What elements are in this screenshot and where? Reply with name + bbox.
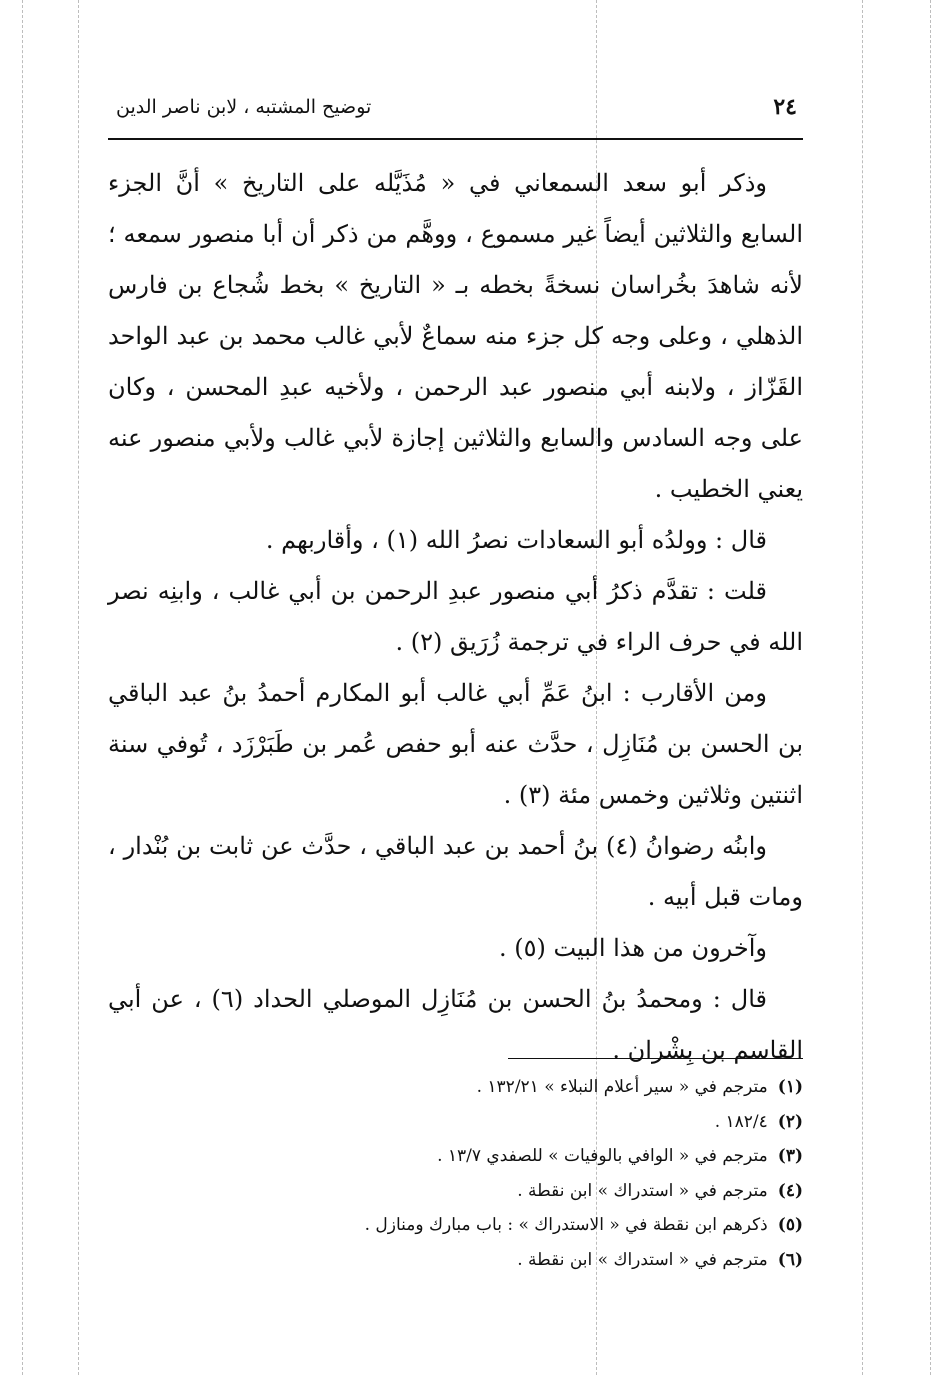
footnote-number: (٤) xyxy=(777,1180,803,1201)
footnote-text: ١٨٢/٤ . xyxy=(714,1111,768,1132)
main-text xyxy=(108,158,803,1076)
footnote-text: مترجم في « استدراك » ابن نقطة . xyxy=(517,1180,768,1201)
header-rule xyxy=(108,138,803,140)
footnote-number: (٥) xyxy=(777,1215,803,1235)
footnote-number: (٦) xyxy=(777,1249,803,1270)
scan-guide-line xyxy=(22,0,23,1375)
footnotes xyxy=(108,1070,803,1277)
paragraph: وابنُه رضوانُ (٤) بنُ أحمد بن عبد الباقي ، حدَّث عن ثابت بن بُنْدار ، ومات قبل أبيه . xyxy=(108,832,803,911)
footnote xyxy=(108,1105,803,1140)
footnote-number: (٢) xyxy=(777,1111,803,1132)
running-title: توضيح المشتبه ، لابن ناصر الدين xyxy=(116,96,372,118)
paragraph: قلت : تقدَّم ذكرُ أبي منصور عبدِ الرحمن بن أبي غالب ، وابنِه نصر الله في حرف الراء في ترجمة زُرَيق (٢) . xyxy=(108,577,803,656)
page-number: ٢٤ xyxy=(773,94,797,120)
footnote xyxy=(108,1208,803,1243)
paragraph: قال : وولدُه أبو السعادات نصرُ الله (١) ، وأقاربهم . xyxy=(265,526,767,554)
footnote xyxy=(108,1139,803,1174)
paragraph: ومن الأقارب : ابنُ عَمِّ أبي غالب أبو المكارم أحمدُ بنُ عبد الباقي بن الحسن بن مُنَازِل ، حدَّث عنه أبو حفص عُمر بن طَبَرْزَد ، تُوفي سنة اثنتين وثلاثين وخمس مئة (٣) . xyxy=(108,679,803,809)
footnote-number: (٣) xyxy=(777,1146,803,1166)
footnote xyxy=(108,1243,803,1278)
scan-guide-line xyxy=(930,0,931,1375)
scan-guide-line xyxy=(862,0,863,1375)
page-header xyxy=(108,92,803,130)
footnote xyxy=(108,1070,803,1105)
footnote-text: مترجم في « سير أعلام النبلاء » ١٣٢/٢١ . xyxy=(476,1077,768,1097)
paragraph: وذكر أبو سعد السمعاني في « مُذَيَّله على التاريخ » أنَّ الجزء السابع والثلاثين أيضاً غير مسموع ، ووهَّم من ذكر أن أبا منصور سمعه ؛ لأنه شاهدَ بخُراسان نسخةً بخطه بـ « التاريخ » بخط شُجاع بن فارس الذهلي ، وعلى وجه كل جزء منه سماعٌ لأبي غالب محمد بن عبد الواحد القَزّاز ، ولابنه أبي منصور عبد الرحمن ، ولأخيه عبدِ المحسن ، وكان على وجه السادس والسابع والثلاثين إجازة لأبي غالب ولأبي منصور عنه يعني الخطيب . xyxy=(108,169,803,503)
paragraph: قال : ومحمدُ بنُ الحسن بن مُنَازِل الموصلي الحداد (٦) ، عن أبي القاسم بن بِشْران . xyxy=(108,985,803,1064)
paragraph: وآخرون من هذا البيت (٥) . xyxy=(498,934,767,962)
footnote xyxy=(108,1174,803,1209)
footnote-text: مترجم في « استدراك » ابن نقطة . xyxy=(517,1249,768,1270)
footnote-number: (١) xyxy=(777,1077,803,1097)
scan-guide-line xyxy=(78,0,79,1375)
footnote-separator xyxy=(508,1058,803,1059)
footnote-text: مترجم في « الوافي بالوفيات » للصفدي ١٣/٧ . xyxy=(437,1146,768,1166)
footnote-text: ذكرهم ابن نقطة في « الاستدراك » : باب مبارك ومنازل . xyxy=(364,1215,768,1235)
